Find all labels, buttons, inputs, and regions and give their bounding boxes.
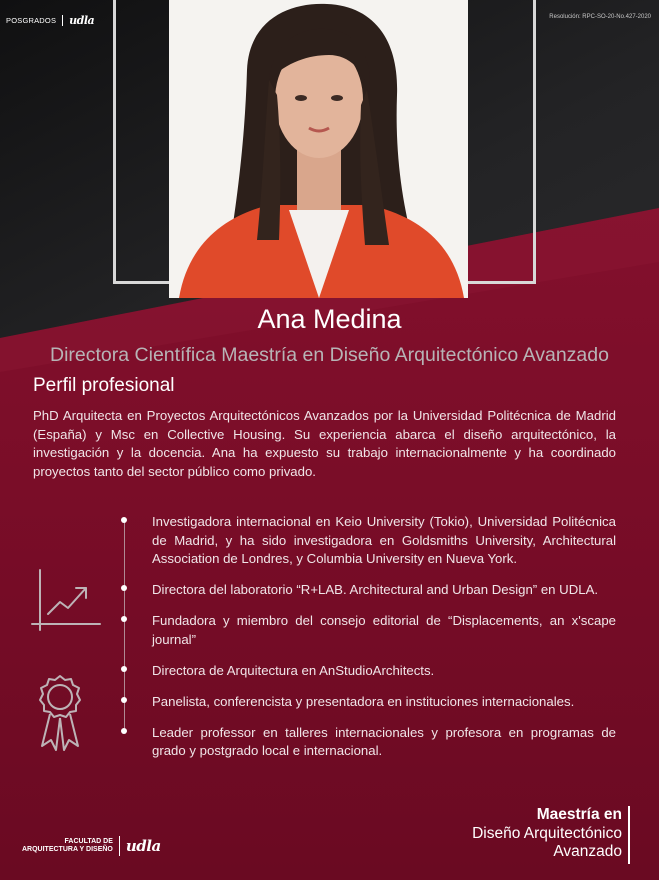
program-line-1: Maestría en <box>536 806 622 823</box>
profile-paragraph: PhD Arquitecta en Proyectos Arquitectónicos Avanzados por la Universidad Politécnica de Madrid (España) y Msc en Collective Housing. Su experiencia abarca el diseño arquitectónico, la investigación y la docencia. Ana ha expuesto su trabajo internacionalmente y ha coordinado proyectos tanto del sector público como privado. <box>33 408 616 479</box>
list-item <box>118 581 616 600</box>
udla-logo: udla <box>69 14 95 27</box>
bullet-dot <box>121 697 127 703</box>
posgrados-label: POSGRADOS <box>6 16 57 25</box>
list-item <box>118 513 616 569</box>
list-item <box>118 693 616 712</box>
faculty-line-2: ARQUITECTURA Y DISEÑO <box>22 846 113 853</box>
list-item <box>118 724 616 761</box>
list-item <box>118 612 616 649</box>
achievement-text: Directora de Arquitectura en AnStudioArchitects. <box>152 662 435 678</box>
footer-accent-bar <box>628 806 630 864</box>
award-ribbon-icon <box>32 672 88 754</box>
portrait-illustration <box>169 0 468 298</box>
bullet-dot <box>121 616 127 622</box>
achievement-text: Panelista, conferencista y presentadora en instituciones internacionales. <box>152 693 575 709</box>
program-line-2: Diseño Arquitectónico <box>472 824 622 842</box>
achievement-text: Fundadora y miembro del consejo editorial de “Displacements, an x'scape journal” <box>152 613 616 647</box>
person-title: Directora Científica Maestría en Diseño Arquitectónico Avanzado <box>50 344 609 366</box>
achievements-list <box>118 513 616 773</box>
profile-heading: Perfil profesional <box>33 375 175 396</box>
person-name: Ana Medina <box>257 304 402 334</box>
achievement-text: Investigadora internacional en Keio University (Tokio), Universidad Politécnica de Madrid, y ha sido investigadora en Goldsmiths University, Architectural Association de Londres, y Columbia University en Nueva York. <box>152 514 616 566</box>
bullet-dot <box>121 585 127 591</box>
header-separator <box>62 15 63 26</box>
program-name <box>472 806 622 862</box>
footer-separator <box>119 836 120 856</box>
list-item <box>118 662 616 681</box>
header-brand <box>6 14 94 27</box>
bullet-dot <box>121 666 127 672</box>
bullet-dot <box>121 728 127 734</box>
portrait-photo <box>169 0 468 298</box>
program-line-3: Avanzado <box>553 843 622 860</box>
bullet-dot <box>121 517 127 523</box>
growth-chart-icon <box>30 566 102 638</box>
achievement-text: Directora del laboratorio “R+LAB. Architectural and Urban Design” en UDLA. <box>152 582 599 597</box>
faculty-logo <box>22 836 161 856</box>
faculty-name <box>22 838 113 855</box>
faculty-line-1: FACULTAD DE <box>64 837 113 845</box>
resolution-text: Resolución: RPC-SO-20-No.427-2020 <box>549 14 651 20</box>
udla-logo-footer: udla <box>125 837 161 855</box>
achievement-text: Leader professor en talleres internacionales y profesora en programas de grado y postgrado local e internacional. <box>152 724 616 758</box>
